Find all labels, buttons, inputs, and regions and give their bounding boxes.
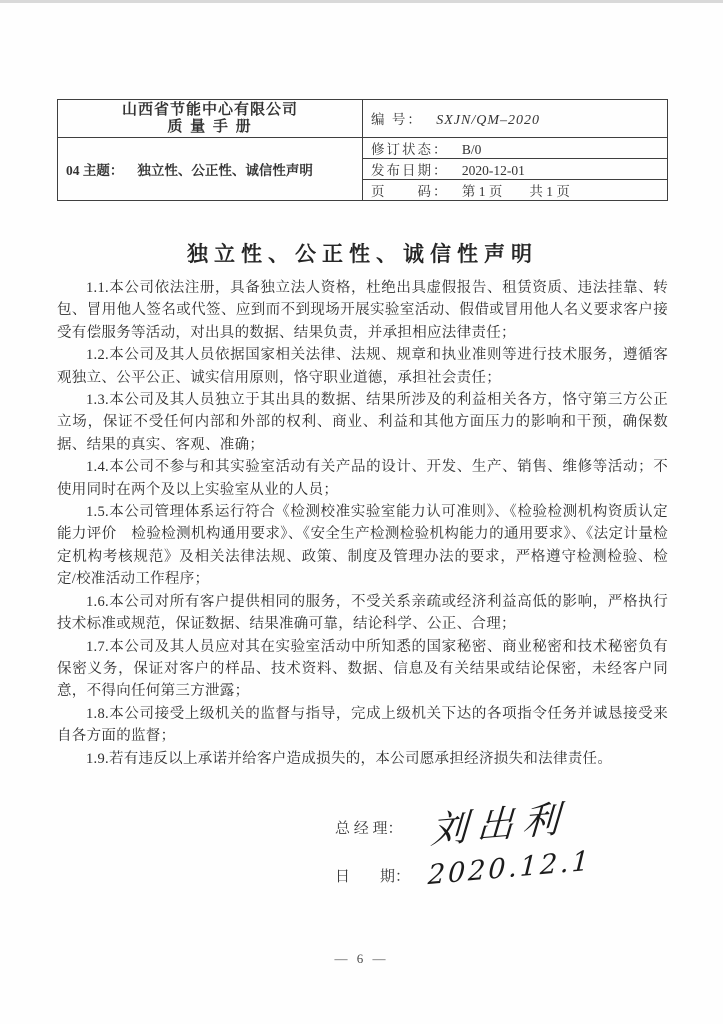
- paragraph-1-3: 1.3.本公司及其人员独立于其出具的数据、结果所涉及的利益相关各方，恪守第三方公正立场，保证不受任何内部和外部的权利、商业、利益和其他方面压力的影响和干预，确保数据、结果的真实、客观、准确；: [57, 392, 668, 453]
- page-code-label: 页 码：: [371, 184, 449, 199]
- paragraph-1-1: 1.1.本公司依法注册，具备独立法人资格，杜绝出具虚假报告、租赁资质、违法挂靠、转包、冒用他人签名或代签、应到而不到现场开展实验室活动、假借或冒用他人名义要求客户接受有偿服务等活动，对出具的数据、结果负责，并承担相应法律责任；: [57, 280, 668, 341]
- paragraph-1-2: 1.2.本公司及其人员依据国家相关法律、法规、规章和执业准则等进行技术服务，遵循客观独立、公平公正、诚实信用原则，恪守职业道德，承担社会责任；: [57, 347, 668, 386]
- signature-date-handwriting: 2020.12.1: [427, 845, 593, 891]
- document-title: 独立性、公正性、诚信性声明: [187, 242, 538, 266]
- signature-block: [335, 796, 665, 899]
- manual-title: 质 量 手 册: [167, 118, 253, 135]
- subject-title: 独立性、公正性、诚信性声明: [137, 163, 313, 178]
- company-cell: [58, 100, 363, 138]
- issue-date-cell: [363, 159, 668, 180]
- header-table: [57, 99, 668, 201]
- page-code-cell: [363, 180, 668, 201]
- doc-number-label: 编 号：: [371, 112, 423, 127]
- revision-status-value: B/0: [461, 142, 482, 157]
- issue-date-label: 发布日期：: [371, 163, 449, 178]
- issue-date-value: 2020-12-01: [461, 163, 525, 178]
- company-name: 山西省节能中心有限公司: [121, 101, 298, 118]
- revision-status-cell: [363, 138, 668, 159]
- subject-cell: [58, 138, 363, 201]
- paragraph-1-8: 1.8.本公司接受上级机关的监督与指导，完成上级机关下达的各项指令任务并诚恳接受来自各方面的监督；: [57, 705, 668, 745]
- signature-date-row: [335, 845, 665, 899]
- page-number: — 6 —: [334, 951, 389, 966]
- page-content: [57, 99, 668, 770]
- header-row-1: [58, 100, 668, 138]
- doc-number-cell: [363, 100, 668, 138]
- declaration-body: [57, 277, 668, 770]
- general-manager-label: 总 经 理：: [335, 820, 403, 837]
- paragraph-1-5: 1.5.本公司管理体系运行符合《检测校准实验室能力认可准则》、《检验检测机构资质认定能力评价 检验检测机构通用要求》、《安全生产检测检验机构能力的通用要求》、《法定计量检定机构考核规范》及相关法律法规、政策、制度及管理办法的要求，严格遵守检测检验、检定/校准活动工作程序；: [57, 504, 668, 588]
- header-row-2: [58, 138, 668, 159]
- paragraph-1-6: 1.6.本公司对所有客户提供相同的服务，不受关系亲疏或经济利益高低的影响，严格执行技术标准或规范，保证数据、结果准确可靠，结论科学、公正、合理；: [57, 593, 668, 633]
- doc-number-value: SXJN/QM–2020: [436, 113, 541, 128]
- paragraph-1-4: 1.4.本公司不参与和其实验室活动有关产品的设计、开发、生产、销售、维修等活动；不使用同时在两个及以上实验室从业的人员；: [57, 459, 668, 498]
- paragraph-1-9: 1.9.若有违反以上承诺并给客户造成损失的，本公司愿承担经济损失和法律责任。: [86, 750, 613, 767]
- paragraph-1-7: 1.7.本公司及其人员应对其在实验室活动中所知悉的国家秘密、商业秘密和技术秘密负有保密义务，保证对客户的样品、技术资料、数据、信息及有关结果或结论保密，未经客户同意，不得向任何第三方泄露；: [57, 638, 668, 700]
- revision-status-label: 修订状态：: [371, 142, 449, 157]
- page-code-value: 第 1 页 共 1 页: [461, 184, 570, 199]
- general-manager-signature-handwriting: 刘出利: [429, 796, 569, 853]
- signature-date-label: 日 期：: [335, 868, 411, 885]
- general-manager-row: [335, 796, 665, 853]
- subject-prefix: 04 主题：: [66, 163, 124, 178]
